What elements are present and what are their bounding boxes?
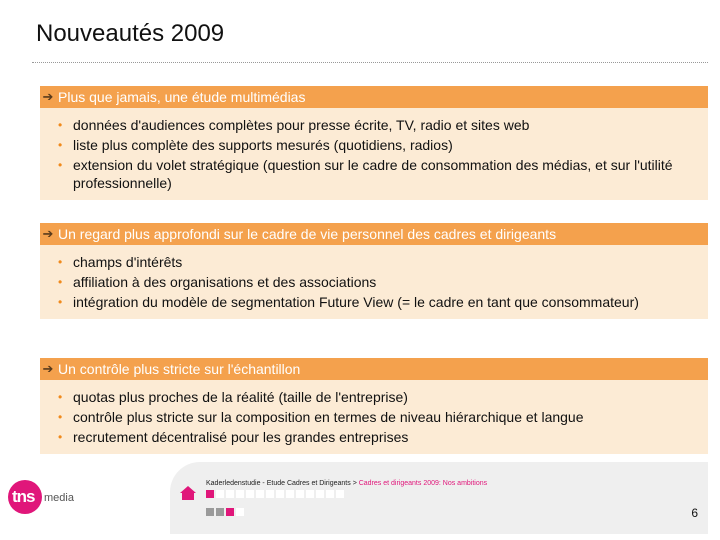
list-item	[57, 428, 698, 446]
title-divider	[32, 62, 708, 64]
bullet-icon: •	[58, 118, 63, 132]
nav-square	[206, 508, 214, 516]
list-item	[57, 116, 698, 134]
logo-sub: media	[44, 492, 74, 504]
nav-square	[266, 490, 274, 498]
nav-square	[306, 490, 314, 498]
list-item	[57, 293, 698, 311]
section-heading: Un regard plus approfondi sur le cadre de vie personnel des cadres et dirigeants	[58, 226, 557, 242]
nav-square	[216, 490, 224, 498]
bullet-text: données d'audiences complètes pour presse écrite, TV, radio et sites web	[73, 117, 530, 133]
list-item	[57, 136, 698, 154]
bullet-icon: •	[58, 295, 63, 309]
breadcrumb	[206, 480, 487, 487]
bullet-icon: •	[58, 390, 63, 404]
bullet-text: extension du volet stratégique (question sur le cadre de consommation des médias, et sur l'utilité professionnelle)	[73, 157, 673, 191]
nav-square	[296, 490, 304, 498]
arrow-right-icon: ➔	[42, 89, 54, 104]
breadcrumb-main[interactable]: Kaderledenstudie - Etude Cadres et Dirigeants >	[206, 480, 359, 487]
bullet-text: quotas plus proches de la réalité (taille de l'entreprise)	[73, 389, 408, 405]
section-lifestyle	[40, 223, 708, 319]
bullet-icon: •	[58, 275, 63, 289]
nav-square	[236, 490, 244, 498]
section-sample-control	[40, 358, 708, 454]
nav-square	[316, 490, 324, 498]
section-heading: Plus que jamais, une étude multimédias	[58, 89, 306, 105]
nav-square	[216, 508, 224, 516]
section-header	[40, 86, 708, 108]
slide-title: Nouveautés 2009	[36, 20, 225, 47]
breadcrumb-current[interactable]: Cadres et dirigeants 2009: Nos ambitions	[358, 480, 488, 487]
bullet-text: affiliation à des organisations et des associations	[73, 274, 377, 290]
logo-brand: tns	[12, 487, 35, 506]
section-body	[40, 108, 708, 200]
list-item	[57, 273, 698, 291]
section-body	[40, 380, 708, 454]
nav-square	[206, 490, 214, 498]
list-item	[57, 408, 698, 426]
nav-squares-top	[206, 490, 344, 498]
page-number: 6	[691, 506, 698, 520]
nav-square	[246, 490, 254, 498]
nav-square	[336, 490, 344, 498]
bullet-text: liste plus complète des supports mesurés (quotidiens, radios)	[73, 137, 453, 153]
list-item	[57, 253, 698, 271]
bullet-icon: •	[58, 158, 63, 172]
footer-panel	[170, 462, 708, 534]
bullet-text: contrôle plus stricte sur la composition en termes de niveau hiérarchique et langue	[73, 409, 584, 425]
list-item	[57, 156, 698, 192]
nav-square	[236, 508, 244, 516]
nav-square	[226, 508, 234, 516]
bullet-text: recrutement décentralisé pour les grandes entreprises	[73, 429, 409, 445]
nav-square	[276, 490, 284, 498]
bullet-text: intégration du modèle de segmentation Future View (= le cadre en tant que consommateur)	[73, 294, 639, 310]
list-item	[57, 388, 698, 406]
home-icon[interactable]	[180, 486, 196, 500]
nav-square	[256, 490, 264, 498]
tns-media-logo	[8, 480, 88, 516]
nav-squares-bottom	[206, 508, 244, 516]
section-header	[40, 358, 708, 380]
bullet-icon: •	[58, 138, 63, 152]
nav-square	[326, 490, 334, 498]
arrow-right-icon: ➔	[42, 361, 54, 376]
bullet-icon: •	[58, 410, 63, 424]
bullet-icon: •	[58, 255, 63, 269]
section-header	[40, 223, 708, 245]
bullet-text: champs d'intérêts	[73, 254, 183, 270]
section-body	[40, 245, 708, 319]
section-heading: Un contrôle plus stricte sur l'échantillon	[58, 361, 301, 377]
section-multimedia	[40, 86, 708, 200]
bullet-icon: •	[58, 430, 63, 444]
nav-square	[286, 490, 294, 498]
nav-square	[226, 490, 234, 498]
arrow-right-icon: ➔	[42, 226, 54, 241]
